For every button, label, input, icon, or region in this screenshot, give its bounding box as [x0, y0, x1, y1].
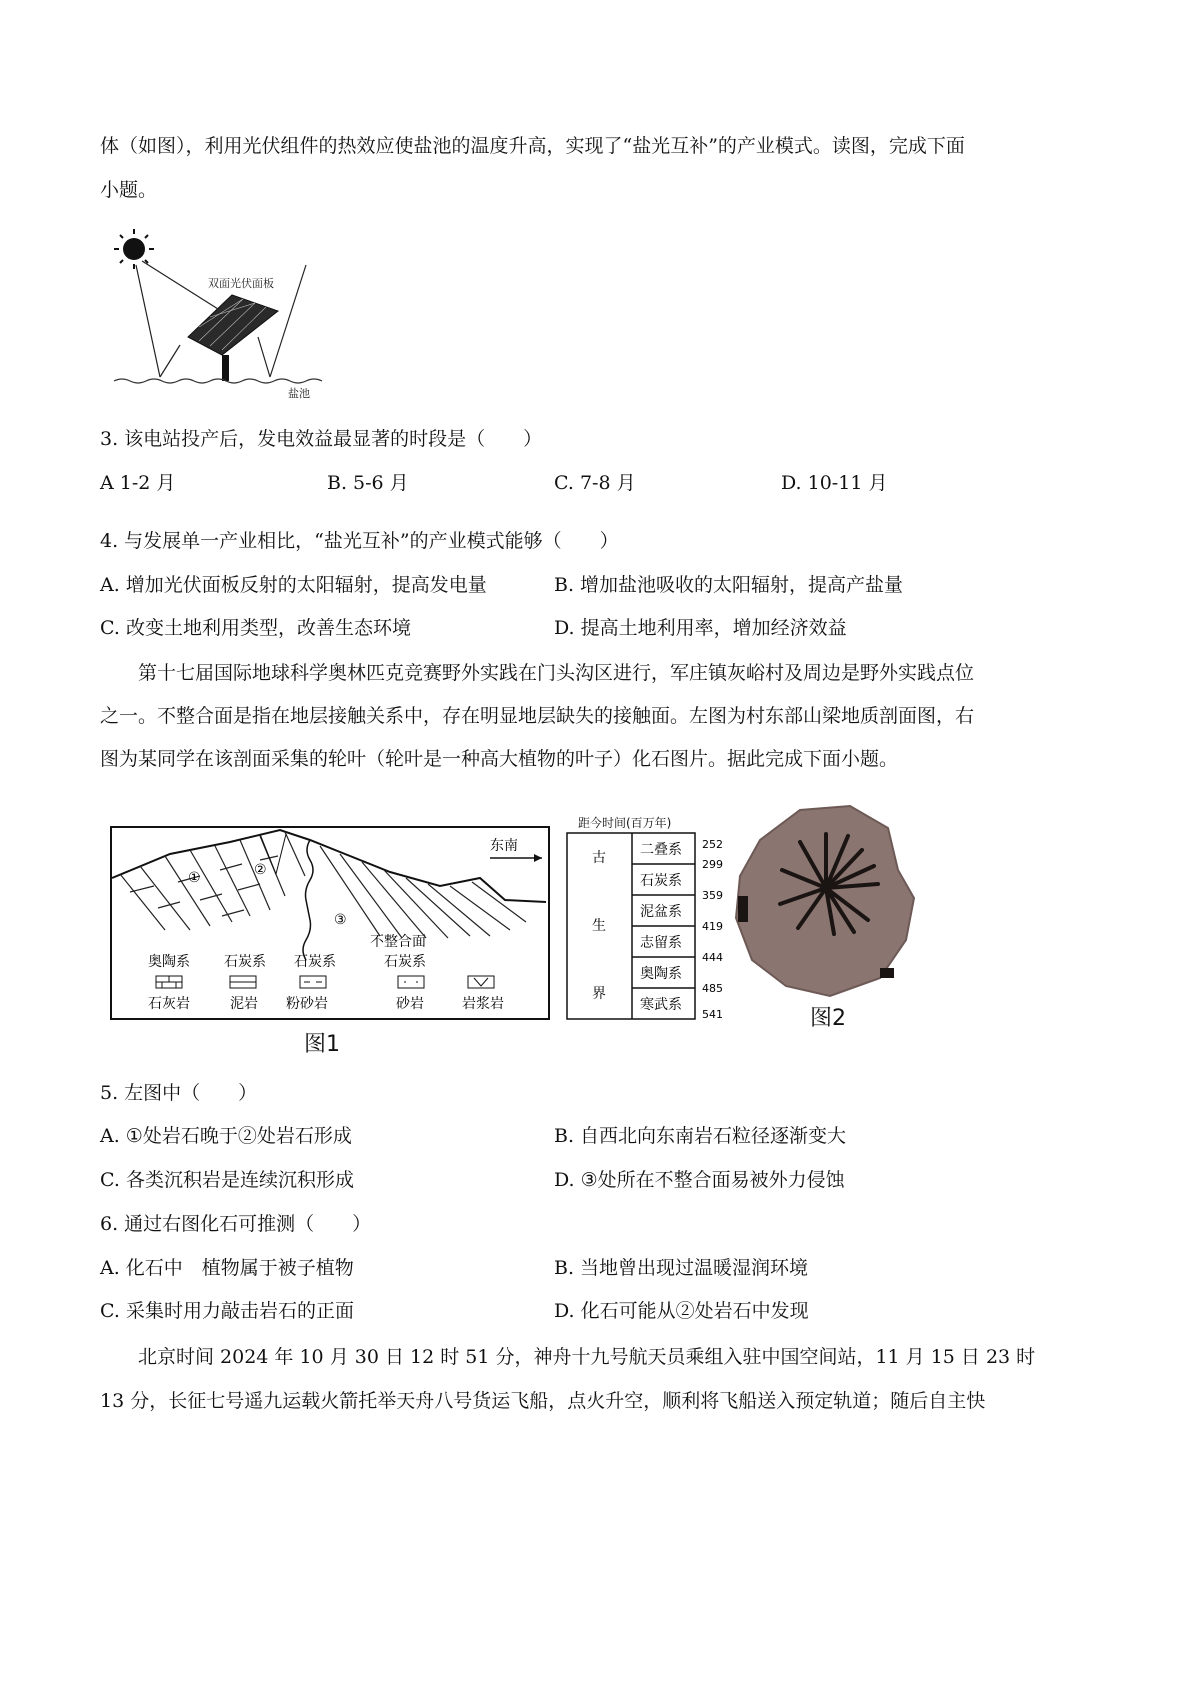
figure-2-caption: 图2 — [810, 1006, 846, 1031]
q3-option-c[interactable]: C. 7-8 月 — [554, 472, 636, 494]
legend-rock-1: 石灰岩 — [148, 996, 190, 1012]
q3-option-d[interactable]: D. 10-11 月 — [781, 472, 888, 494]
marker-1: ① — [188, 870, 201, 886]
direction-label: 东南 — [490, 838, 518, 854]
figure-1-caption: 图1 — [304, 1032, 340, 1057]
q5-option-a[interactable]: A. ①处岩石晚于②处岩石形成 — [100, 1125, 352, 1147]
pond-label: 盐池 — [288, 387, 310, 400]
q4-stem: 4. 与发展单一产业相比，“盐光互补”的产业模式能够（ ） — [100, 530, 619, 552]
marker-3: ③ — [334, 912, 347, 928]
unconformity-label: 不整合面 — [370, 934, 426, 950]
geologic-cross-section — [110, 826, 550, 1020]
age-2: 299 — [702, 858, 723, 871]
solar-panel — [188, 295, 278, 381]
q4-option-c[interactable]: C. 改变土地利用类型，改善生态环境 — [100, 617, 411, 639]
q6-option-d[interactable]: D. 化石可能从②处岩石中发现 — [554, 1300, 809, 1322]
q5-stem: 5. 左图中（ ） — [100, 1082, 258, 1104]
passage3-line-2: 13 分，长征七号遥九运载火箭托举天舟八号货运飞船，点火升空，顺利将飞船送入预定轨道；随后自主快 — [100, 1390, 986, 1412]
q6-stem: 6. 通过右图化石可推测（ ） — [100, 1213, 372, 1235]
system-2: 石炭系 — [640, 873, 682, 889]
passage2-line-3: 图为某同学在该剖面采集的轮叶（轮叶是一种高大植物的叶子）化石图片。据此完成下面小题。 — [100, 748, 899, 770]
q6-option-b[interactable]: B. 当地曾出现过温暖湿润环境 — [554, 1257, 809, 1279]
era-char-3: 界 — [592, 986, 606, 1002]
fossil-photo — [730, 800, 925, 1010]
intro-line-2: 小题。 — [100, 179, 158, 201]
solar-salt-pond-figure — [110, 225, 350, 415]
passage2-line-1: 第十七届国际地球科学奥林匹克竞赛野外实践在门头沟区进行，军庄镇灰峪村及周边是野外实践点位 — [138, 662, 975, 684]
sun-icon — [114, 229, 154, 269]
legend-system-2: 石炭系 — [224, 954, 266, 970]
legend-rock-2: 泥岩 — [230, 996, 258, 1012]
geologic-time-table — [566, 832, 736, 1022]
q5-option-c[interactable]: C. 各类沉积岩是连续沉积形成 — [100, 1169, 354, 1191]
marker-2: ② — [254, 862, 267, 878]
q6-option-a[interactable]: A. 化石中 植物属于被子植物 — [100, 1257, 354, 1279]
legend-rock-4: 砂岩 — [396, 996, 424, 1012]
legend-system-4: 石炭系 — [384, 954, 426, 970]
q3-option-a[interactable]: A 1-2 月 — [100, 472, 176, 494]
q4-option-d[interactable]: D. 提高土地利用率，增加经济效益 — [554, 617, 847, 639]
age-5: 444 — [702, 951, 723, 964]
legend-rock-3: 粉砂岩 — [286, 996, 328, 1012]
salt-pond-waves — [114, 379, 322, 383]
q4-option-a[interactable]: A. 增加光伏面板反射的太阳辐射，提高发电量 — [100, 574, 487, 596]
passage2-line-2: 之一。不整合面是指在地层接触关系中，存在明显地层缺失的接触面。左图为村东部山梁地质剖面图，右 — [100, 705, 975, 727]
legend-rock-5: 岩浆岩 — [462, 996, 504, 1012]
system-6: 寒武系 — [640, 997, 682, 1013]
q4-option-b[interactable]: B. 增加盐池吸收的太阳辐射，提高产盐量 — [554, 574, 904, 596]
q6-option-c[interactable]: C. 采集时用力敲击岩石的正面 — [100, 1300, 354, 1322]
q3-stem: 3. 该电站投产后，发电效益最显著的时段是（ ） — [100, 428, 543, 450]
age-4: 419 — [702, 920, 723, 933]
legend-system-1: 奥陶系 — [148, 954, 190, 970]
q5-option-d[interactable]: D. ③处所在不整合面易被外力侵蚀 — [554, 1169, 845, 1191]
q3-option-b[interactable]: B. 5-6 月 — [327, 472, 409, 494]
age-6: 485 — [702, 982, 723, 995]
system-1: 二叠系 — [640, 842, 682, 858]
system-3: 泥盆系 — [640, 904, 682, 920]
system-5: 奥陶系 — [640, 966, 682, 982]
era-char-2: 生 — [592, 918, 606, 934]
era-char-1: 古 — [592, 850, 606, 866]
system-4: 志留系 — [640, 935, 682, 951]
panel-label: 双面光伏面板 — [208, 277, 274, 290]
legend-system-3: 石炭系 — [294, 954, 336, 970]
age-3: 359 — [702, 889, 723, 902]
passage3-line-1: 北京时间 2024 年 10 月 30 日 12 时 51 分，神舟十九号航天员乘组入驻中国空间站，11 月 15 日 23 时 — [138, 1346, 1036, 1368]
q5-option-b[interactable]: B. 自西北向东南岩石粒径逐渐变大 — [554, 1125, 847, 1147]
intro-line-1: 体（如图），利用光伏组件的热效应使盐池的温度升高，实现了“盐光互补”的产业模式。读图，完成下面 — [100, 135, 965, 157]
age-1: 252 — [702, 838, 723, 851]
age-7: 541 — [702, 1008, 723, 1021]
time-table-title: 距今时间(百万年) — [578, 816, 672, 830]
